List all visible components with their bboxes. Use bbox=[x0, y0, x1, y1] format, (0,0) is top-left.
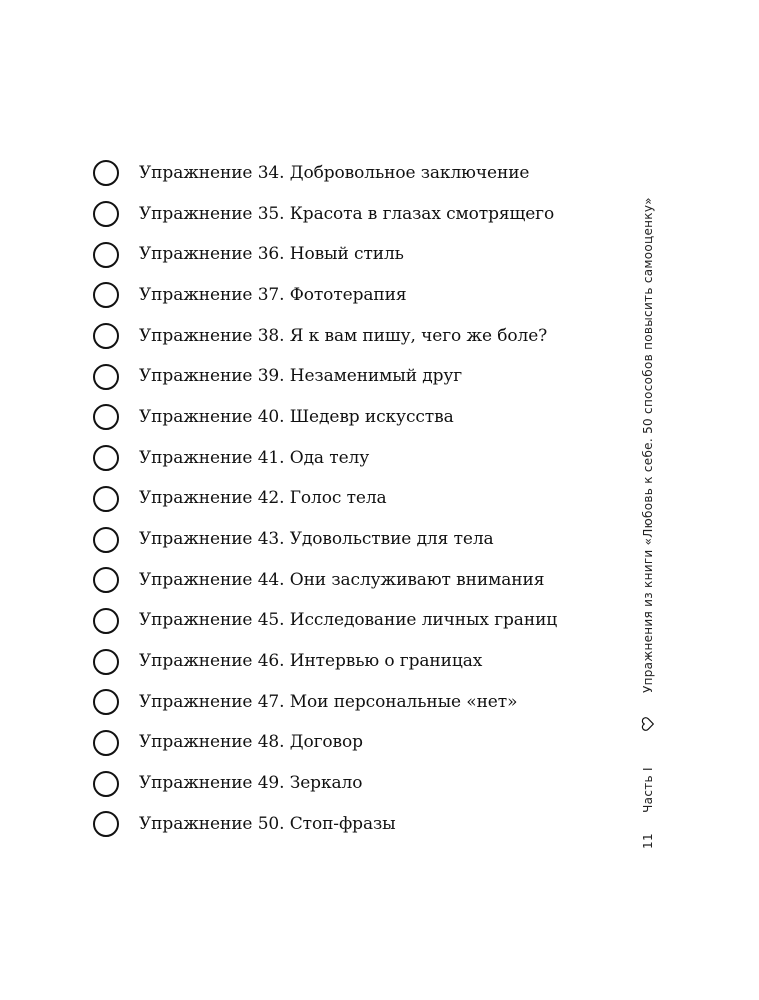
checkbox-circle[interactable] bbox=[93, 486, 119, 512]
list-item bbox=[93, 519, 557, 560]
list-item bbox=[93, 560, 557, 601]
exercise-label: Упражнение 39. Незаменимый друг bbox=[139, 366, 463, 387]
list-item bbox=[93, 723, 557, 764]
list-item bbox=[93, 438, 557, 479]
page-number: 11 bbox=[641, 833, 655, 849]
exercise-label: Упражнение 36. Новый стиль bbox=[139, 244, 404, 265]
checkbox-circle[interactable] bbox=[93, 323, 119, 349]
exercise-label: Упражнение 34. Добровольное заключение bbox=[139, 162, 530, 183]
exercise-label: Упражнение 44. Они заслуживают внимания bbox=[139, 569, 545, 590]
checkbox-circle[interactable] bbox=[93, 689, 119, 715]
list-item bbox=[93, 479, 557, 520]
list-item bbox=[93, 804, 557, 845]
exercise-label: Упражнение 41. Ода телу bbox=[139, 447, 370, 468]
list-item bbox=[93, 397, 557, 438]
checkbox-circle[interactable] bbox=[93, 567, 119, 593]
checkbox-circle[interactable] bbox=[93, 282, 119, 308]
list-item bbox=[93, 763, 557, 804]
exercise-label: Упражнение 40. Шедевр искусства bbox=[139, 406, 454, 427]
checkbox-circle[interactable] bbox=[93, 201, 119, 227]
exercise-label: Упражнение 38. Я к вам пишу, чего же боле? bbox=[139, 325, 548, 346]
exercise-label: Упражнение 35. Красота в глазах смотрящего bbox=[139, 203, 555, 224]
checkbox-circle[interactable] bbox=[93, 242, 119, 268]
book-title: Упражнения из книги «Любовь к себе. 50 способов повысить самооценку» bbox=[641, 197, 655, 693]
list-item bbox=[93, 682, 557, 723]
list-item bbox=[93, 316, 557, 357]
checkbox-circle[interactable] bbox=[93, 811, 119, 837]
exercise-label: Упражнение 48. Договор bbox=[139, 732, 363, 753]
list-item bbox=[93, 601, 557, 642]
part-label: Часть I bbox=[641, 767, 655, 813]
checkbox-circle[interactable] bbox=[93, 160, 119, 186]
exercise-label: Упражнение 43. Удовольствие для тела bbox=[139, 529, 494, 550]
list-item bbox=[93, 275, 557, 316]
checkbox-circle[interactable] bbox=[93, 445, 119, 471]
exercise-label: Упражнение 42. Голос тела bbox=[139, 488, 387, 509]
exercise-label: Упражнение 50. Стоп-фразы bbox=[139, 813, 396, 834]
list-item bbox=[93, 153, 557, 194]
checkbox-circle[interactable] bbox=[93, 771, 119, 797]
list-item bbox=[93, 641, 557, 682]
exercise-label: Упражнение 45. Исследование личных границ bbox=[139, 610, 558, 631]
exercise-label: Упражнение 49. Зеркало bbox=[139, 773, 363, 794]
exercise-label: Упражнение 37. Фототерапия bbox=[139, 284, 407, 305]
heart-icon bbox=[640, 716, 656, 732]
exercise-label: Упражнение 47. Мои персональные «нет» bbox=[139, 691, 518, 712]
list-item bbox=[93, 234, 557, 275]
checkbox-circle[interactable] bbox=[93, 404, 119, 430]
exercise-label: Упражнение 46. Интервью о границах bbox=[139, 651, 483, 672]
list-item bbox=[93, 356, 557, 397]
checkbox-circle[interactable] bbox=[93, 649, 119, 675]
checkbox-circle[interactable] bbox=[93, 364, 119, 390]
checkbox-circle[interactable] bbox=[93, 527, 119, 553]
checkbox-circle[interactable] bbox=[93, 730, 119, 756]
exercise-checklist bbox=[93, 153, 557, 845]
running-sidebar bbox=[633, 197, 663, 853]
checkbox-circle[interactable] bbox=[93, 608, 119, 634]
list-item bbox=[93, 194, 557, 235]
